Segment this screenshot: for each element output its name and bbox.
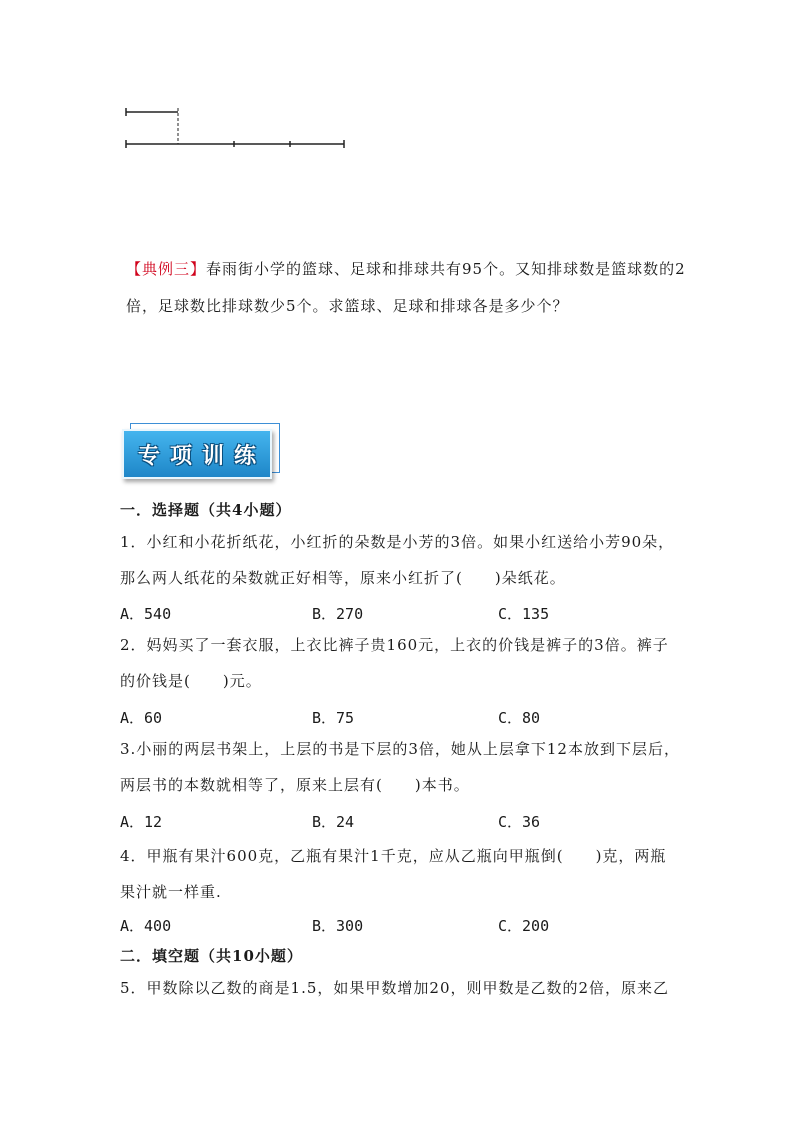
question-4-option-c: C．200: [498, 917, 550, 935]
question-1-option-a: A．540: [120, 605, 172, 623]
question-3-line-1: 3.小丽的两层书架上，上层的书是下层的3倍，她从上层拿下12本放到下层后，: [120, 740, 680, 758]
question-3-line-2: 两层书的本数就相等了，原来上层有( )本书。: [120, 776, 470, 794]
question-3-option-b: B．24: [312, 813, 355, 831]
question-1-line-2: 那么两人纸花的朵数就正好相等，原来小红折了( )朵纸花。: [120, 569, 566, 587]
section-banner: [122, 421, 282, 477]
question-3-option-c: C．36: [498, 813, 541, 831]
question-4-option-a: A．400: [120, 917, 172, 935]
question-4-line-2: 果汁就一样重.: [120, 883, 222, 901]
question-2-option-c: C．80: [498, 709, 541, 727]
question-2-line-1: 2．妈妈买了一套衣服，上衣比裤子贵160元，上衣的价钱是裤子的3倍。裤子: [120, 636, 669, 654]
question-4-line-1: 4．甲瓶有果汁600克，乙瓶有果汁1千克，应从乙瓶向甲瓶倒( )克，两瓶: [120, 847, 667, 865]
question-5-line-1: 5．甲数除以乙数的商是1.5，如果甲数增加20，则甲数是乙数的2倍，原来乙: [120, 979, 670, 997]
question-1-option-c: C．135: [498, 605, 550, 623]
section-title-choice: 一．选择题（共4小题）: [120, 501, 292, 519]
segment-diagram: [120, 104, 350, 154]
question-2-option-a: A．60: [120, 709, 163, 727]
example-line-1: 【典例三】春雨街小学的篮球、足球和排球共有95个。又知排球数是篮球数的2: [126, 260, 686, 278]
question-2-line-2: 的价钱是( )元。: [120, 672, 262, 690]
question-2-option-b: B．75: [312, 709, 355, 727]
section-title-fill-blank: 二．填空题（共10小题）: [120, 947, 303, 965]
question-3-option-a: A．12: [120, 813, 163, 831]
example-tag: 【典例三】: [126, 260, 207, 278]
question-4-option-b: B．300: [312, 917, 364, 935]
question-1-line-1: 1．小红和小花折纸花，小红折的朵数是小芳的3倍。如果小红送给小芳90朵，: [120, 533, 675, 551]
example-line-2: 倍，足球数比排球数少5个。求篮球、足球和排球各是多少个？: [126, 297, 569, 315]
banner-title: 专项训练: [137, 443, 266, 469]
question-1-option-b: B．270: [312, 605, 364, 623]
banner-plate: [122, 429, 272, 479]
